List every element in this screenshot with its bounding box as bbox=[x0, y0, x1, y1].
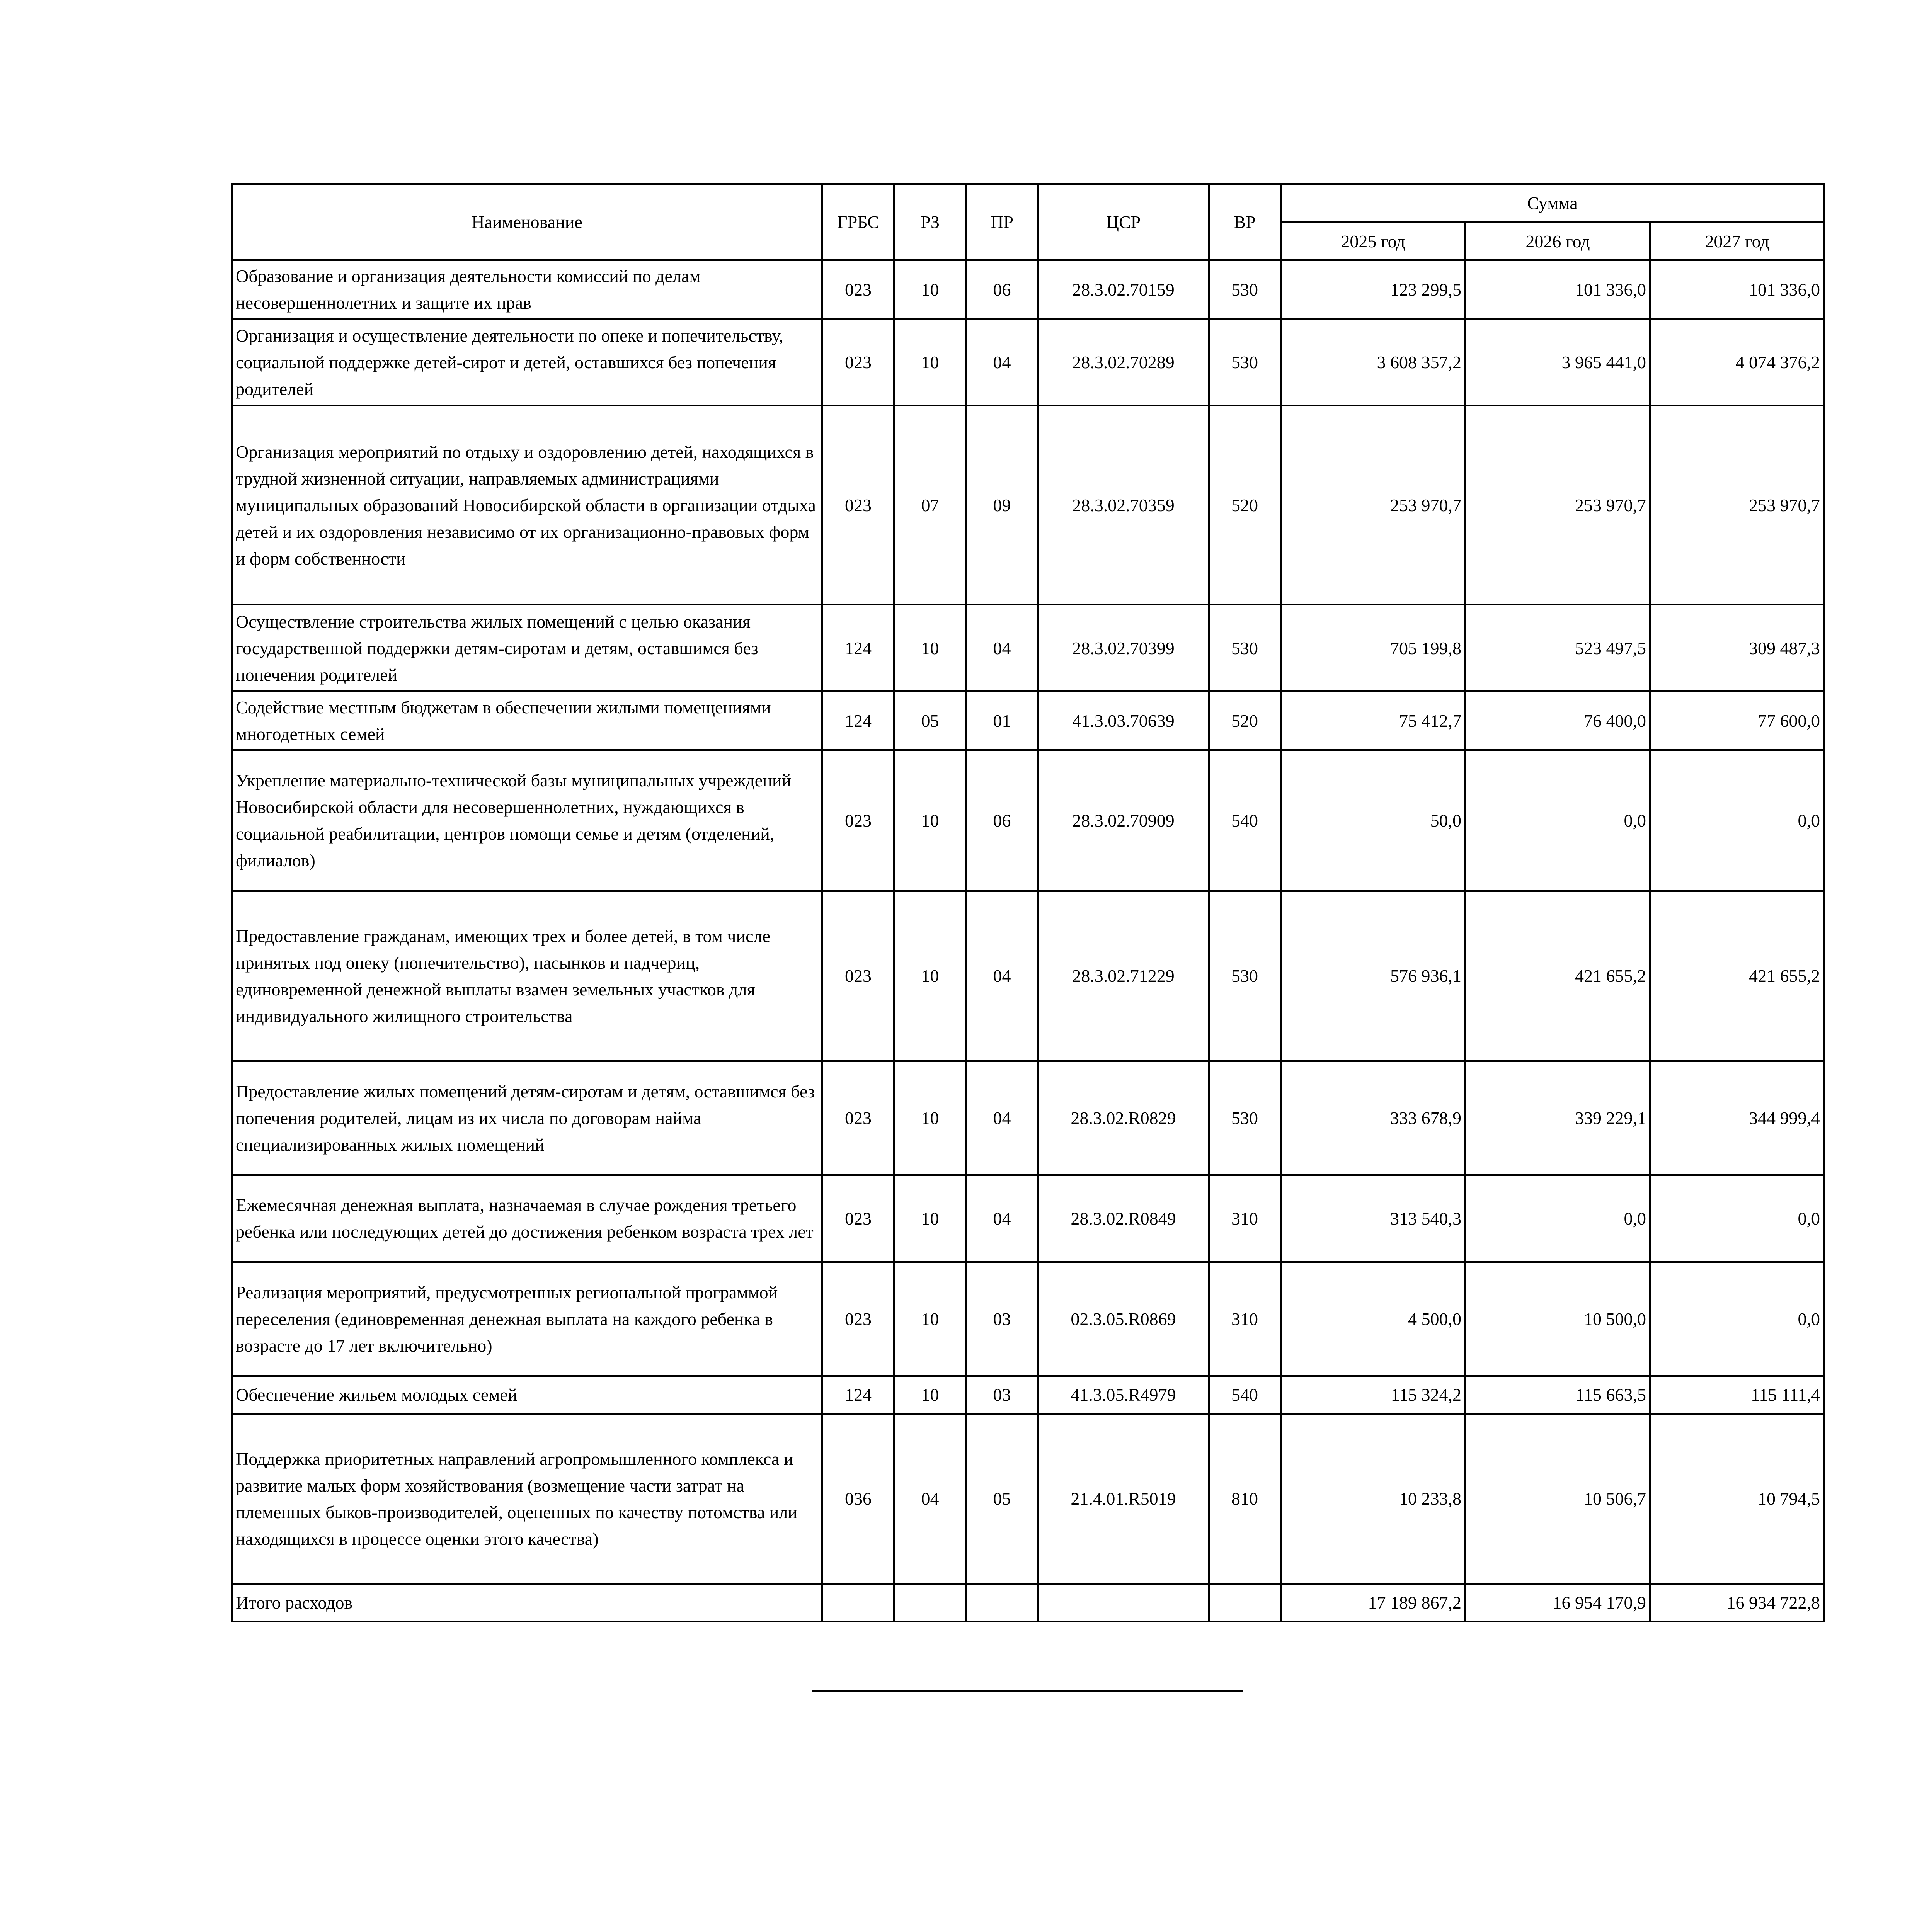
row-name-cell: Укрепление материально-технической базы муниципальных учреждений Новосибирской области для несовершеннолетних, нуждающихся в социальной реабилитации, центров помощи семье и детям (отделений, филиалов) bbox=[232, 750, 822, 891]
amount-2027-cell: 0,0 bbox=[1650, 1262, 1824, 1376]
row-name-cell: Содействие местным бюджетам в обеспечении жилыми помещениями многодетных семей bbox=[232, 692, 822, 750]
table-row bbox=[232, 605, 1824, 692]
table-header bbox=[232, 184, 1824, 260]
grbs-cell: 023 bbox=[822, 1262, 894, 1376]
amount-2025-cell: 705 199,8 bbox=[1281, 605, 1466, 692]
amount-2025-cell: 4 500,0 bbox=[1281, 1262, 1466, 1376]
table-row bbox=[232, 260, 1824, 319]
table-row bbox=[232, 750, 1824, 891]
amount-2026-cell: 421 655,2 bbox=[1466, 891, 1650, 1061]
csr-cell: 41.3.03.70639 bbox=[1038, 692, 1209, 750]
pr-cell: 04 bbox=[966, 891, 1038, 1061]
pr-cell: 04 bbox=[966, 1175, 1038, 1262]
amount-2027-cell: 421 655,2 bbox=[1650, 891, 1824, 1061]
rz-cell: 10 bbox=[894, 319, 966, 406]
pr-cell: 03 bbox=[966, 1262, 1038, 1376]
header-2025: 2025 год bbox=[1281, 223, 1466, 260]
table-row bbox=[232, 1175, 1824, 1262]
row-name-cell: Организация мероприятий по отдыху и оздоровлению детей, находящихся в трудной жизненной ситуации, направляемых администрациями муниципальных образований Новосибирской области в организации отдыха детей и их оздоровления независимо от их организационно-правовых форм и форм собственности bbox=[232, 406, 822, 605]
amount-2027-cell: 115 111,4 bbox=[1650, 1376, 1824, 1414]
vr-cell: 530 bbox=[1209, 319, 1281, 406]
table-row bbox=[232, 319, 1824, 406]
header-grbs: ГРБС bbox=[822, 184, 894, 260]
grbs-cell: 023 bbox=[822, 891, 894, 1061]
row-name-cell: Осуществление строительства жилых помещений с целью оказания государственной поддержки детям-сиротам и детям, оставшимся без попечения родителей bbox=[232, 605, 822, 692]
amount-2026-cell: 523 497,5 bbox=[1466, 605, 1650, 692]
amount-2025-cell: 253 970,7 bbox=[1281, 406, 1466, 605]
header-2026: 2026 год bbox=[1466, 223, 1650, 260]
row-name-cell: Поддержка приоритетных направлений агропромышленного комплекса и развитие малых форм хозяйствования (возмещение части затрат на племенных быков-производителей, оцененных по качеству потомства или находящихся в процессе оценки этого качества) bbox=[232, 1414, 822, 1584]
total-empty-cell bbox=[822, 1584, 894, 1622]
table-row bbox=[232, 1414, 1824, 1584]
header-csr: ЦСР bbox=[1038, 184, 1209, 260]
grbs-cell: 124 bbox=[822, 605, 894, 692]
grbs-cell: 023 bbox=[822, 750, 894, 891]
amount-2025-cell: 115 324,2 bbox=[1281, 1376, 1466, 1414]
total-empty-cell bbox=[894, 1584, 966, 1622]
amount-2026-cell: 115 663,5 bbox=[1466, 1376, 1650, 1414]
total-empty-cell bbox=[1038, 1584, 1209, 1622]
amount-2026-cell: 253 970,7 bbox=[1466, 406, 1650, 605]
header-name: Наименование bbox=[232, 184, 822, 260]
header-rz: РЗ bbox=[894, 184, 966, 260]
grbs-cell: 124 bbox=[822, 692, 894, 750]
row-name-cell: Предоставление гражданам, имеющих трех и более детей, в том числе принятых под опеку (попечительство), пасынков и падчериц, единовременной денежной выплаты взамен земельных участков для индивидуального жилищного строительства bbox=[232, 891, 822, 1061]
row-name-cell: Ежемесячная денежная выплата, назначаемая в случае рождения третьего ребенка или последующих детей до достижения ребенком возраста трех лет bbox=[232, 1175, 822, 1262]
amount-2026-cell: 76 400,0 bbox=[1466, 692, 1650, 750]
row-name-cell: Обеспечение жильем молодых семей bbox=[232, 1376, 822, 1414]
rz-cell: 10 bbox=[894, 260, 966, 319]
amount-2025-cell: 123 299,5 bbox=[1281, 260, 1466, 319]
header-pr: ПР bbox=[966, 184, 1038, 260]
amount-2025-cell: 333 678,9 bbox=[1281, 1061, 1466, 1175]
csr-cell: 28.3.02.70159 bbox=[1038, 260, 1209, 319]
vr-cell: 810 bbox=[1209, 1414, 1281, 1584]
amount-2026-cell: 0,0 bbox=[1466, 750, 1650, 891]
end-divider-line bbox=[812, 1690, 1243, 1692]
pr-cell: 04 bbox=[966, 319, 1038, 406]
row-name-cell: Предоставление жилых помещений детям-сиротам и детям, оставшимся без попечения родителей, лицам из их числа по договорам найма специализированных жилых помещений bbox=[232, 1061, 822, 1175]
row-name-cell: Организация и осуществление деятельности по опеке и попечительству, социальной поддержке детей-сирот и детей, оставшихся без попечения родителей bbox=[232, 319, 822, 406]
csr-cell: 28.3.02.70359 bbox=[1038, 406, 1209, 605]
csr-cell: 28.3.02.70289 bbox=[1038, 319, 1209, 406]
csr-cell: 21.4.01.R5019 bbox=[1038, 1414, 1209, 1584]
amount-2025-cell: 576 936,1 bbox=[1281, 891, 1466, 1061]
csr-cell: 28.3.02.71229 bbox=[1038, 891, 1209, 1061]
table-row bbox=[232, 1061, 1824, 1175]
amount-2025-cell: 10 233,8 bbox=[1281, 1414, 1466, 1584]
csr-cell: 41.3.05.R4979 bbox=[1038, 1376, 1209, 1414]
vr-cell: 530 bbox=[1209, 1061, 1281, 1175]
row-name-cell: Образование и организация деятельности комиссий по делам несовершеннолетних и защите их прав bbox=[232, 260, 822, 319]
amount-2027-cell: 10 794,5 bbox=[1650, 1414, 1824, 1584]
rz-cell: 05 bbox=[894, 692, 966, 750]
amount-2027-cell: 0,0 bbox=[1650, 750, 1824, 891]
rz-cell: 10 bbox=[894, 891, 966, 1061]
table-row bbox=[232, 692, 1824, 750]
pr-cell: 09 bbox=[966, 406, 1038, 605]
total-2027: 16 934 722,8 bbox=[1650, 1584, 1824, 1622]
rz-cell: 07 bbox=[894, 406, 966, 605]
table-row bbox=[232, 1376, 1824, 1414]
amount-2025-cell: 75 412,7 bbox=[1281, 692, 1466, 750]
grbs-cell: 036 bbox=[822, 1414, 894, 1584]
amount-2026-cell: 10 500,0 bbox=[1466, 1262, 1650, 1376]
grbs-cell: 124 bbox=[822, 1376, 894, 1414]
vr-cell: 530 bbox=[1209, 605, 1281, 692]
amount-2026-cell: 10 506,7 bbox=[1466, 1414, 1650, 1584]
amount-2027-cell: 4 074 376,2 bbox=[1650, 319, 1824, 406]
expenditure-table bbox=[231, 183, 1825, 1622]
csr-cell: 28.3.02.70909 bbox=[1038, 750, 1209, 891]
total-label: Итого расходов bbox=[232, 1584, 822, 1622]
vr-cell: 540 bbox=[1209, 750, 1281, 891]
vr-cell: 310 bbox=[1209, 1262, 1281, 1376]
amount-2027-cell: 309 487,3 bbox=[1650, 605, 1824, 692]
total-empty-cell bbox=[1209, 1584, 1281, 1622]
vr-cell: 310 bbox=[1209, 1175, 1281, 1262]
rz-cell: 10 bbox=[894, 750, 966, 891]
grbs-cell: 023 bbox=[822, 406, 894, 605]
grbs-cell: 023 bbox=[822, 1061, 894, 1175]
amount-2027-cell: 0,0 bbox=[1650, 1175, 1824, 1262]
amount-2025-cell: 313 540,3 bbox=[1281, 1175, 1466, 1262]
amount-2025-cell: 50,0 bbox=[1281, 750, 1466, 891]
header-sum: Сумма bbox=[1281, 184, 1824, 223]
amount-2026-cell: 339 229,1 bbox=[1466, 1061, 1650, 1175]
pr-cell: 01 bbox=[966, 692, 1038, 750]
amount-2027-cell: 344 999,4 bbox=[1650, 1061, 1824, 1175]
pr-cell: 06 bbox=[966, 260, 1038, 319]
total-row bbox=[232, 1584, 1824, 1622]
csr-cell: 28.3.02.R0849 bbox=[1038, 1175, 1209, 1262]
rz-cell: 10 bbox=[894, 1175, 966, 1262]
rz-cell: 04 bbox=[894, 1414, 966, 1584]
amount-2026-cell: 0,0 bbox=[1466, 1175, 1650, 1262]
total-2026: 16 954 170,9 bbox=[1466, 1584, 1650, 1622]
table-row bbox=[232, 1262, 1824, 1376]
header-vr: ВР bbox=[1209, 184, 1281, 260]
table-body bbox=[232, 260, 1824, 1584]
row-name-cell: Реализация мероприятий, предусмотренных региональной программой переселения (единовременная денежная выплата на каждого ребенка в возрасте до 17 лет включительно) bbox=[232, 1262, 822, 1376]
total-2025: 17 189 867,2 bbox=[1281, 1584, 1466, 1622]
grbs-cell: 023 bbox=[822, 319, 894, 406]
grbs-cell: 023 bbox=[822, 1175, 894, 1262]
vr-cell: 540 bbox=[1209, 1376, 1281, 1414]
rz-cell: 10 bbox=[894, 605, 966, 692]
amount-2026-cell: 101 336,0 bbox=[1466, 260, 1650, 319]
csr-cell: 28.3.02.70399 bbox=[1038, 605, 1209, 692]
pr-cell: 03 bbox=[966, 1376, 1038, 1414]
grbs-cell: 023 bbox=[822, 260, 894, 319]
pr-cell: 06 bbox=[966, 750, 1038, 891]
pr-cell: 04 bbox=[966, 1061, 1038, 1175]
vr-cell: 520 bbox=[1209, 406, 1281, 605]
amount-2027-cell: 77 600,0 bbox=[1650, 692, 1824, 750]
amount-2025-cell: 3 608 357,2 bbox=[1281, 319, 1466, 406]
pr-cell: 05 bbox=[966, 1414, 1038, 1584]
csr-cell: 02.3.05.R0869 bbox=[1038, 1262, 1209, 1376]
csr-cell: 28.3.02.R0829 bbox=[1038, 1061, 1209, 1175]
table-row bbox=[232, 406, 1824, 605]
vr-cell: 530 bbox=[1209, 260, 1281, 319]
rz-cell: 10 bbox=[894, 1262, 966, 1376]
amount-2026-cell: 3 965 441,0 bbox=[1466, 319, 1650, 406]
table-row bbox=[232, 891, 1824, 1061]
rz-cell: 10 bbox=[894, 1061, 966, 1175]
header-2027: 2027 год bbox=[1650, 223, 1824, 260]
vr-cell: 530 bbox=[1209, 891, 1281, 1061]
vr-cell: 520 bbox=[1209, 692, 1281, 750]
rz-cell: 10 bbox=[894, 1376, 966, 1414]
amount-2027-cell: 101 336,0 bbox=[1650, 260, 1824, 319]
total-empty-cell bbox=[966, 1584, 1038, 1622]
pr-cell: 04 bbox=[966, 605, 1038, 692]
amount-2027-cell: 253 970,7 bbox=[1650, 406, 1824, 605]
